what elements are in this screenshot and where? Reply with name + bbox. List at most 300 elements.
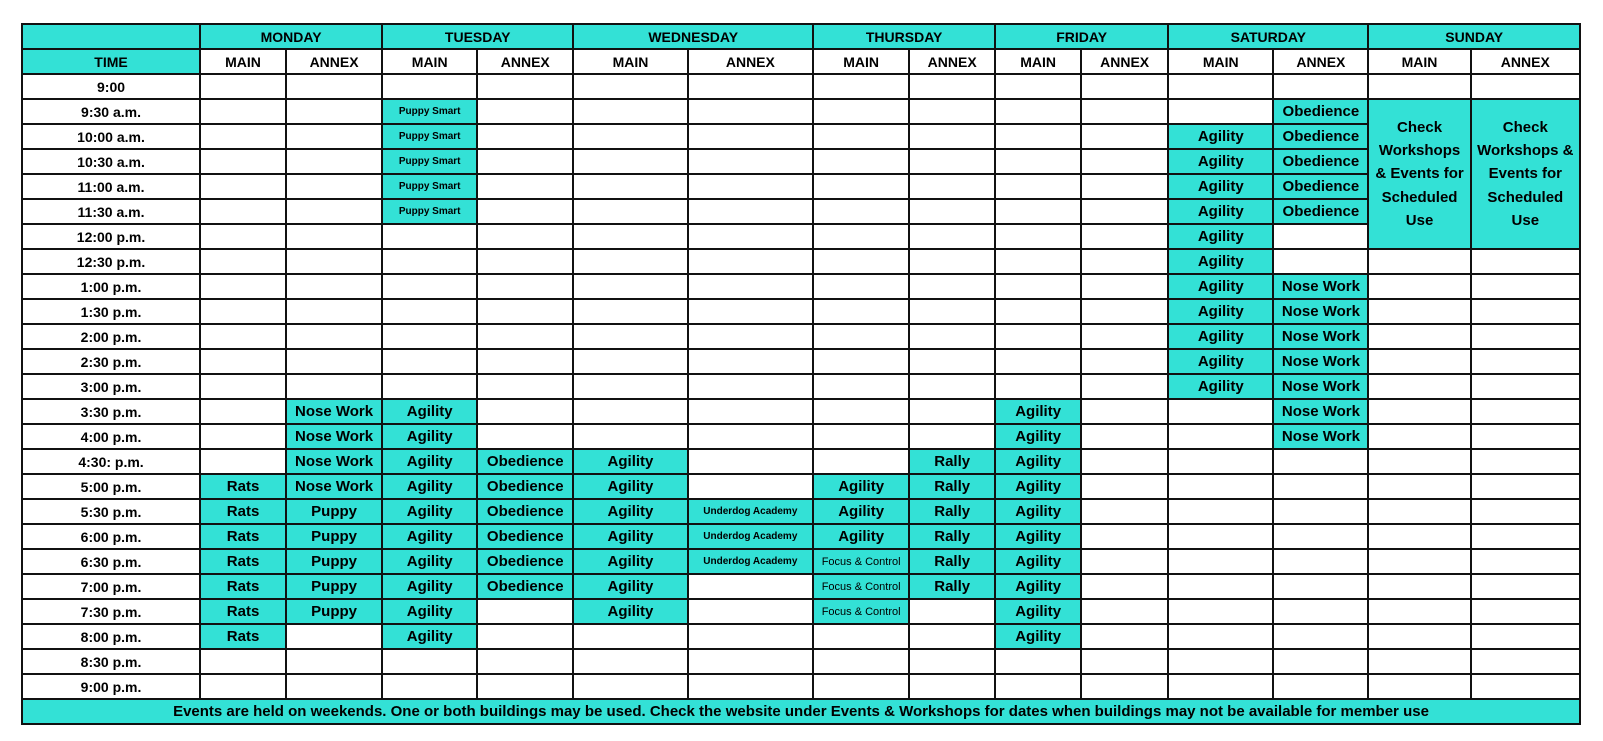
empty-cell [477, 324, 573, 349]
empty-cell [813, 99, 909, 124]
class-cell-rally: Rally [909, 524, 995, 549]
empty-cell [200, 424, 286, 449]
empty-cell [1168, 74, 1273, 99]
empty-cell [1368, 299, 1470, 324]
class-cell-agility: Agility [1168, 174, 1273, 199]
empty-cell [286, 149, 382, 174]
schedule-row [22, 124, 1580, 149]
empty-cell [1471, 649, 1580, 674]
empty-cell [1081, 624, 1168, 649]
empty-cell [382, 374, 477, 399]
class-cell-rally: Rally [909, 474, 995, 499]
empty-cell [995, 224, 1081, 249]
class-cell-agility: Agility [1168, 274, 1273, 299]
empty-cell [286, 99, 382, 124]
empty-cell [1368, 349, 1470, 374]
empty-cell [200, 224, 286, 249]
time-cell: 9:00 [22, 74, 200, 99]
class-cell-agility: Agility [382, 524, 477, 549]
day-header-sunday: SUNDAY [1368, 24, 1580, 49]
empty-cell [1168, 549, 1273, 574]
day-header-wednesday: WEDNESDAY [573, 24, 813, 49]
empty-cell [688, 249, 813, 274]
empty-cell [1368, 449, 1470, 474]
empty-cell [1081, 574, 1168, 599]
empty-cell [200, 449, 286, 474]
empty-cell [1168, 499, 1273, 524]
empty-cell [995, 299, 1081, 324]
time-cell: 1:00 p.m. [22, 274, 200, 299]
empty-cell [1368, 374, 1470, 399]
empty-cell [1273, 224, 1368, 249]
empty-cell [1081, 249, 1168, 274]
day-header-monday: MONDAY [200, 24, 382, 49]
time-cell: 11:00 a.m. [22, 174, 200, 199]
empty-cell [382, 349, 477, 374]
empty-cell [1471, 474, 1580, 499]
class-cell-agility: Agility [1168, 149, 1273, 174]
empty-cell [688, 349, 813, 374]
empty-cell [995, 249, 1081, 274]
class-cell-rats: Rats [200, 599, 286, 624]
class-cell-agility: Agility [813, 524, 909, 549]
empty-cell [477, 624, 573, 649]
class-cell-obedience: Obedience [1273, 199, 1368, 224]
empty-cell [1081, 224, 1168, 249]
empty-cell [688, 449, 813, 474]
empty-cell [909, 374, 995, 399]
empty-cell [813, 174, 909, 199]
empty-cell [200, 199, 286, 224]
empty-cell [688, 74, 813, 99]
empty-cell [573, 74, 687, 99]
empty-cell [813, 149, 909, 174]
empty-cell [1081, 374, 1168, 399]
schedule-row [22, 474, 1580, 499]
empty-cell [286, 649, 382, 674]
empty-cell [1273, 74, 1368, 99]
day-header-empty [22, 24, 200, 49]
empty-cell [909, 174, 995, 199]
empty-cell [688, 299, 813, 324]
annex-header: ANNEX [477, 49, 573, 74]
class-cell-agility: Agility [382, 474, 477, 499]
empty-cell [1168, 624, 1273, 649]
class-cell-puppy-smart: Puppy Smart [382, 99, 477, 124]
empty-cell [477, 674, 573, 699]
schedule-row [22, 424, 1580, 449]
time-cell: 4:00 p.m. [22, 424, 200, 449]
time-cell: 8:30 p.m. [22, 649, 200, 674]
time-cell: 9:30 a.m. [22, 99, 200, 124]
class-cell-obedience: Obedience [1273, 174, 1368, 199]
empty-cell [1081, 499, 1168, 524]
class-cell-obedience: Obedience [1273, 149, 1368, 174]
class-cell-nose-work: Nose Work [1273, 374, 1368, 399]
building-header-row [22, 49, 1580, 74]
class-cell-obedience: Obedience [1273, 124, 1368, 149]
schedule-row [22, 374, 1580, 399]
time-cell: 5:30 p.m. [22, 499, 200, 524]
empty-cell [382, 274, 477, 299]
empty-cell [1273, 549, 1368, 574]
schedule-row [22, 174, 1580, 199]
empty-cell [909, 99, 995, 124]
empty-cell [1368, 674, 1470, 699]
empty-cell [909, 324, 995, 349]
class-cell-nose-work: Nose Work [1273, 324, 1368, 349]
empty-cell [1273, 474, 1368, 499]
empty-cell [1273, 624, 1368, 649]
sunday-annex-note: Check Workshops & Events for Scheduled Use [1471, 99, 1580, 249]
empty-cell [477, 349, 573, 374]
empty-cell [573, 349, 687, 374]
empty-cell [1273, 449, 1368, 474]
class-cell-puppy: Puppy [286, 599, 382, 624]
class-cell-agility: Agility [382, 424, 477, 449]
empty-cell [1471, 74, 1580, 99]
main-header: MAIN [382, 49, 477, 74]
class-cell-agility: Agility [573, 549, 687, 574]
empty-cell [477, 649, 573, 674]
class-cell-puppy-smart: Puppy Smart [382, 149, 477, 174]
empty-cell [909, 349, 995, 374]
class-cell-agility: Agility [995, 399, 1081, 424]
empty-cell [1471, 399, 1580, 424]
class-cell-agility: Agility [573, 599, 687, 624]
schedule-table [21, 23, 1581, 725]
empty-cell [1471, 574, 1580, 599]
empty-cell [382, 249, 477, 274]
class-cell-agility: Agility [1168, 124, 1273, 149]
class-cell-agility: Agility [813, 499, 909, 524]
empty-cell [1081, 524, 1168, 549]
empty-cell [813, 424, 909, 449]
time-cell: 4:30: p.m. [22, 449, 200, 474]
class-cell-underdog-academy: Underdog Academy [688, 549, 813, 574]
empty-cell [573, 124, 687, 149]
class-cell-agility: Agility [995, 449, 1081, 474]
empty-cell [995, 174, 1081, 199]
class-cell-agility: Agility [1168, 374, 1273, 399]
empty-cell [1081, 599, 1168, 624]
class-cell-nose-work: Nose Work [1273, 349, 1368, 374]
empty-cell [1471, 324, 1580, 349]
empty-cell [995, 74, 1081, 99]
empty-cell [1081, 74, 1168, 99]
empty-cell [200, 249, 286, 274]
empty-cell [1168, 674, 1273, 699]
empty-cell [1081, 324, 1168, 349]
class-cell-rats: Rats [200, 549, 286, 574]
time-cell: 10:30 a.m. [22, 149, 200, 174]
annex-header: ANNEX [286, 49, 382, 74]
empty-cell [477, 124, 573, 149]
class-cell-underdog-academy: Underdog Academy [688, 499, 813, 524]
empty-cell [1368, 399, 1470, 424]
sunday-main-note: Check Workshops & Events for Scheduled Use [1368, 99, 1470, 249]
empty-cell [1368, 649, 1470, 674]
empty-cell [688, 649, 813, 674]
schedule-row [22, 149, 1580, 174]
empty-cell [1471, 624, 1580, 649]
empty-cell [1081, 424, 1168, 449]
time-cell: 10:00 a.m. [22, 124, 200, 149]
empty-cell [813, 299, 909, 324]
empty-cell [909, 399, 995, 424]
empty-cell [573, 224, 687, 249]
empty-cell [200, 274, 286, 299]
empty-cell [286, 374, 382, 399]
class-cell-rats: Rats [200, 624, 286, 649]
empty-cell [573, 374, 687, 399]
empty-cell [909, 674, 995, 699]
empty-cell [286, 299, 382, 324]
schedule-row [22, 299, 1580, 324]
empty-cell [1081, 549, 1168, 574]
class-cell-rally: Rally [909, 449, 995, 474]
empty-cell [688, 174, 813, 199]
class-cell-agility: Agility [382, 499, 477, 524]
empty-cell [286, 199, 382, 224]
empty-cell [286, 624, 382, 649]
empty-cell [477, 99, 573, 124]
class-cell-agility: Agility [573, 449, 687, 474]
empty-cell [1081, 99, 1168, 124]
empty-cell [688, 99, 813, 124]
empty-cell [200, 174, 286, 199]
empty-cell [995, 124, 1081, 149]
schedule-row [22, 449, 1580, 474]
class-cell-agility: Agility [382, 399, 477, 424]
empty-cell [1273, 249, 1368, 274]
empty-cell [1471, 299, 1580, 324]
class-cell-rally: Rally [909, 499, 995, 524]
empty-cell [813, 374, 909, 399]
empty-cell [1368, 499, 1470, 524]
schedule-row [22, 74, 1580, 99]
empty-cell [1471, 274, 1580, 299]
class-cell-obedience: Obedience [477, 524, 573, 549]
empty-cell [1471, 549, 1580, 574]
empty-cell [909, 149, 995, 174]
schedule-row [22, 199, 1580, 224]
empty-cell [1081, 349, 1168, 374]
empty-cell [1081, 199, 1168, 224]
empty-cell [1368, 524, 1470, 549]
empty-cell [1168, 449, 1273, 474]
class-cell-rally: Rally [909, 574, 995, 599]
class-cell-puppy: Puppy [286, 499, 382, 524]
empty-cell [477, 374, 573, 399]
main-header: MAIN [1368, 49, 1470, 74]
class-cell-agility: Agility [1168, 249, 1273, 274]
empty-cell [1081, 174, 1168, 199]
empty-cell [1081, 674, 1168, 699]
empty-cell [382, 299, 477, 324]
empty-cell [688, 424, 813, 449]
empty-cell [1471, 674, 1580, 699]
schedule-row [22, 499, 1580, 524]
class-cell-agility: Agility [1168, 324, 1273, 349]
empty-cell [995, 99, 1081, 124]
schedule-row [22, 274, 1580, 299]
empty-cell [813, 399, 909, 424]
class-cell-obedience: Obedience [477, 574, 573, 599]
empty-cell [200, 299, 286, 324]
empty-cell [1168, 524, 1273, 549]
time-cell: 9:00 p.m. [22, 674, 200, 699]
class-cell-obedience: Obedience [1273, 99, 1368, 124]
empty-cell [286, 74, 382, 99]
empty-cell [1368, 624, 1470, 649]
empty-cell [909, 274, 995, 299]
class-cell-focus-and-control: Focus & Control [813, 599, 909, 624]
empty-cell [813, 649, 909, 674]
empty-cell [200, 399, 286, 424]
empty-cell [688, 149, 813, 174]
empty-cell [573, 199, 687, 224]
class-cell-agility: Agility [995, 499, 1081, 524]
empty-cell [200, 674, 286, 699]
class-cell-agility: Agility [1168, 199, 1273, 224]
class-cell-agility: Agility [995, 424, 1081, 449]
empty-cell [909, 624, 995, 649]
class-cell-agility: Agility [382, 624, 477, 649]
class-cell-focus-and-control: Focus & Control [813, 574, 909, 599]
empty-cell [286, 249, 382, 274]
empty-cell [813, 199, 909, 224]
empty-cell [909, 599, 995, 624]
schedule-row [22, 599, 1580, 624]
empty-cell [1471, 349, 1580, 374]
empty-cell [688, 399, 813, 424]
time-cell: 5:00 p.m. [22, 474, 200, 499]
schedule-row [22, 349, 1580, 374]
empty-cell [813, 324, 909, 349]
class-cell-agility: Agility [573, 574, 687, 599]
empty-cell [1081, 449, 1168, 474]
class-cell-nose-work: Nose Work [286, 474, 382, 499]
empty-cell [1471, 424, 1580, 449]
empty-cell [382, 224, 477, 249]
class-cell-agility: Agility [1168, 224, 1273, 249]
empty-cell [688, 224, 813, 249]
class-cell-puppy: Puppy [286, 524, 382, 549]
time-cell: 6:30 p.m. [22, 549, 200, 574]
class-cell-agility: Agility [995, 549, 1081, 574]
empty-cell [1081, 399, 1168, 424]
empty-cell [1081, 124, 1168, 149]
empty-cell [1368, 249, 1470, 274]
empty-cell [909, 299, 995, 324]
empty-cell [909, 124, 995, 149]
class-cell-rats: Rats [200, 474, 286, 499]
empty-cell [1081, 649, 1168, 674]
empty-cell [382, 674, 477, 699]
empty-cell [573, 399, 687, 424]
empty-cell [573, 299, 687, 324]
time-cell: 8:00 p.m. [22, 624, 200, 649]
empty-cell [1081, 474, 1168, 499]
time-cell: 11:30 a.m. [22, 199, 200, 224]
annex-header: ANNEX [909, 49, 995, 74]
empty-cell [382, 649, 477, 674]
empty-cell [813, 224, 909, 249]
class-cell-underdog-academy: Underdog Academy [688, 524, 813, 549]
time-cell: 2:30 p.m. [22, 349, 200, 374]
empty-cell [813, 449, 909, 474]
empty-cell [286, 674, 382, 699]
empty-cell [813, 274, 909, 299]
empty-cell [688, 474, 813, 499]
class-cell-nose-work: Nose Work [1273, 274, 1368, 299]
empty-cell [1368, 599, 1470, 624]
empty-cell [1081, 299, 1168, 324]
empty-cell [813, 124, 909, 149]
class-cell-agility: Agility [382, 574, 477, 599]
annex-header: ANNEX [688, 49, 813, 74]
empty-cell [286, 349, 382, 374]
empty-cell [1081, 274, 1168, 299]
class-cell-nose-work: Nose Work [286, 399, 382, 424]
empty-cell [1168, 399, 1273, 424]
class-cell-agility: Agility [573, 499, 687, 524]
empty-cell [573, 324, 687, 349]
class-cell-agility: Agility [573, 474, 687, 499]
annex-header: ANNEX [1471, 49, 1580, 74]
footer-note: Events are held on weekends. One or both buildings may be used. Check the website under Events & Workshops for dates when buildings may not be available for member use [22, 699, 1580, 724]
empty-cell [909, 74, 995, 99]
empty-cell [909, 649, 995, 674]
time-cell: 12:30 p.m. [22, 249, 200, 274]
class-cell-obedience: Obedience [477, 474, 573, 499]
empty-cell [1368, 324, 1470, 349]
main-header: MAIN [573, 49, 687, 74]
empty-cell [573, 674, 687, 699]
empty-cell [1368, 549, 1470, 574]
class-cell-agility: Agility [995, 524, 1081, 549]
empty-cell [813, 74, 909, 99]
empty-cell [1471, 374, 1580, 399]
empty-cell [688, 374, 813, 399]
schedule-row [22, 249, 1580, 274]
empty-cell [1273, 574, 1368, 599]
schedule-row [22, 624, 1580, 649]
empty-cell [477, 74, 573, 99]
empty-cell [1368, 424, 1470, 449]
empty-cell [813, 674, 909, 699]
empty-cell [382, 74, 477, 99]
empty-cell [477, 199, 573, 224]
class-cell-agility: Agility [995, 599, 1081, 624]
schedule-row [22, 324, 1580, 349]
class-cell-rally: Rally [909, 549, 995, 574]
class-cell-agility: Agility [573, 524, 687, 549]
empty-cell [688, 599, 813, 624]
schedule-row [22, 99, 1580, 124]
day-header-row [22, 24, 1580, 49]
empty-cell [1368, 474, 1470, 499]
empty-cell [573, 424, 687, 449]
time-header: TIME [22, 49, 200, 74]
class-cell-agility: Agility [1168, 299, 1273, 324]
class-cell-agility: Agility [382, 599, 477, 624]
class-cell-obedience: Obedience [477, 549, 573, 574]
empty-cell [813, 249, 909, 274]
class-cell-rats: Rats [200, 574, 286, 599]
empty-cell [1471, 249, 1580, 274]
